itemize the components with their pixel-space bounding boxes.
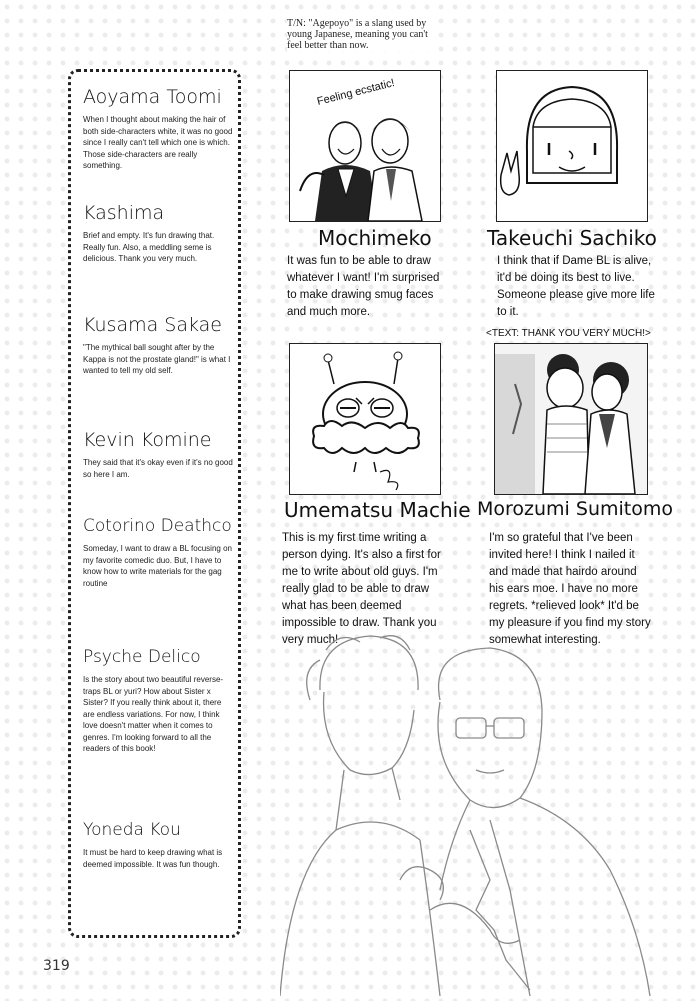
mochimeko-illustration [289, 70, 441, 222]
artist-comment: Is the story about two beautiful reverse-traps BL or yuri? How about Sister x Sister? If you really think about it, there are endless variations. For now, I think love doesn't matter when it comes to genres. I'm looking forward to all the readers of this book! [83, 675, 224, 753]
artist-comment: When I thought about making the hair of both side-characters white, it was no good since I really can't tell which one is which. Those side-characters are really something. [83, 115, 233, 170]
artist-name: Mochimeko [318, 226, 432, 250]
page-number: 319 [43, 958, 70, 974]
takeuchi-sachiko-illustration [496, 70, 648, 222]
left-comment-panel [68, 69, 241, 938]
morozumi-sumitomo-illustration [494, 343, 648, 495]
comment-entry [83, 202, 233, 265]
artist-comment: They said that it's okay even if it's no good so here I am. [83, 458, 233, 479]
umematsu-machie-illustration [289, 343, 441, 495]
art-caption: Feeling ecstatic! [315, 77, 396, 108]
comment-entry [83, 314, 233, 377]
translator-note: T/N: "Agepoyo" is a slang used by young Japanese, meaning you can't feel better than now. [287, 18, 437, 51]
artist-name: Kusama Sakae [83, 314, 222, 336]
artist-name: Umematsu Machie [284, 498, 471, 522]
artist-name: Takeuchi Sachiko [487, 226, 657, 250]
artist-name: Aoyama Toomi [83, 86, 222, 108]
comment-entry [83, 86, 233, 172]
artist-name: Kashima [83, 202, 165, 224]
artist-name: Morozumi Sumitomo [477, 498, 673, 520]
artist-comment: I'm so grateful that I've been invited here! I think I nailed it and made that hairdo around his ears moe. I have no more regrets. *relieved look* It'd be my pleasure if you find my story somewhat interesting. [489, 532, 651, 646]
artist-comment: "The mythical ball sought after by the Kappa is not the prostate gland!" is what I wanted to tell my old self. [83, 343, 231, 375]
artist-comment: It must be hard to keep drawing what is deemed impossible. It was fun though. [83, 848, 223, 869]
comment-entry [83, 515, 233, 589]
artist-name: Psyche Delico [83, 647, 201, 667]
artist-name: Kevin Komine [83, 429, 212, 451]
comment-entry [83, 429, 233, 480]
comment-entry [83, 646, 233, 755]
artist-name: Yoneda Kou [83, 820, 181, 840]
artist-name: Cotorino Deathco [83, 516, 232, 536]
comment-entry [83, 819, 233, 870]
artist-comment: Someday, I want to draw a BL focusing on my favorite comedic duo. But, I have to know how to write materials for the gag routine [83, 544, 232, 588]
artist-comment: I think that if Dame BL is alive, it'd be doing its best to live. Someone please give more life to it. [497, 255, 655, 318]
art-caption: <TEXT: THANK YOU VERY MUCH!> [486, 328, 651, 339]
couple-sketch-illustration [280, 630, 660, 996]
artist-comment: This is my first time writing a person dying. It's also a first for me to write about old guys. I'm really glad to be able to draw what has been deemed impossible to draw. Thank you very much! [282, 532, 441, 646]
artist-comment: Brief and empty. It's fun drawing that. Really fun. Also, a meddling seme is delicious. Thank you very much. [83, 231, 215, 263]
artist-comment: It was fun to be able to draw whatever I want! I'm surprised to make drawing smug faces and much more. [287, 255, 440, 318]
